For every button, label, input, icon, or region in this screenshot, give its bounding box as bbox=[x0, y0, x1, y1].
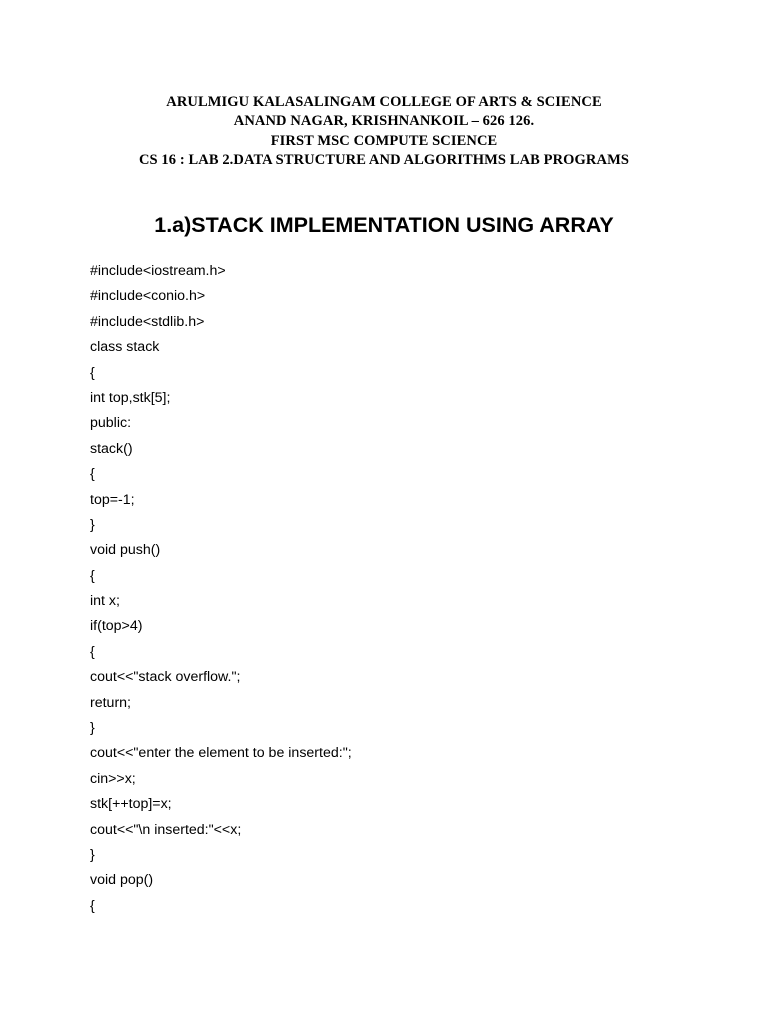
code-line: void pop() bbox=[90, 872, 154, 889]
code-line: { bbox=[90, 643, 95, 660]
code-line: class stack bbox=[90, 339, 160, 356]
code-line: { bbox=[90, 897, 95, 914]
code-line: int x; bbox=[90, 593, 120, 610]
college-address: ANAND NAGAR, KRISHNANKOIL – 626 126. bbox=[233, 113, 535, 130]
code-listing bbox=[90, 259, 730, 919]
code-line: { bbox=[90, 567, 95, 584]
course-name: FIRST MSC COMPUTE SCIENCE bbox=[270, 132, 498, 149]
code-line: { bbox=[90, 364, 95, 381]
code-line: if(top>4) bbox=[90, 618, 143, 635]
college-header bbox=[0, 93, 768, 170]
code-line: public: bbox=[90, 415, 132, 432]
code-line: stack() bbox=[90, 440, 133, 457]
code-line: cout<<"enter the element to be inserted:"; bbox=[90, 745, 352, 762]
code-line: cout<<"\n inserted:"<<x; bbox=[90, 821, 242, 838]
code-line: void push() bbox=[90, 542, 161, 559]
code-line: top=-1; bbox=[90, 491, 135, 508]
code-line: cout<<"stack overflow."; bbox=[90, 669, 241, 686]
code-line: #include<stdlib.h> bbox=[90, 313, 205, 330]
code-line: stk[++top]=x; bbox=[90, 796, 172, 813]
code-line: #include<conio.h> bbox=[90, 288, 206, 305]
program-title: 1.a)STACK IMPLEMENTATION USING ARRAY bbox=[154, 213, 614, 237]
code-line: } bbox=[90, 720, 95, 737]
lab-name: CS 16 : LAB 2.DATA STRUCTURE AND ALGORITHMS LAB PROGRAMS bbox=[138, 151, 630, 168]
code-line: cin>>x; bbox=[90, 770, 136, 787]
code-line: } bbox=[90, 516, 95, 533]
code-line: } bbox=[90, 846, 95, 863]
code-line: #include<iostream.h> bbox=[90, 263, 226, 279]
code-line: return; bbox=[90, 694, 132, 711]
code-line: int top,stk[5]; bbox=[90, 389, 171, 406]
code-line: { bbox=[90, 466, 95, 483]
college-name: ARULMIGU KALASALINGAM COLLEGE OF ARTS & SCIENCE bbox=[166, 94, 602, 110]
